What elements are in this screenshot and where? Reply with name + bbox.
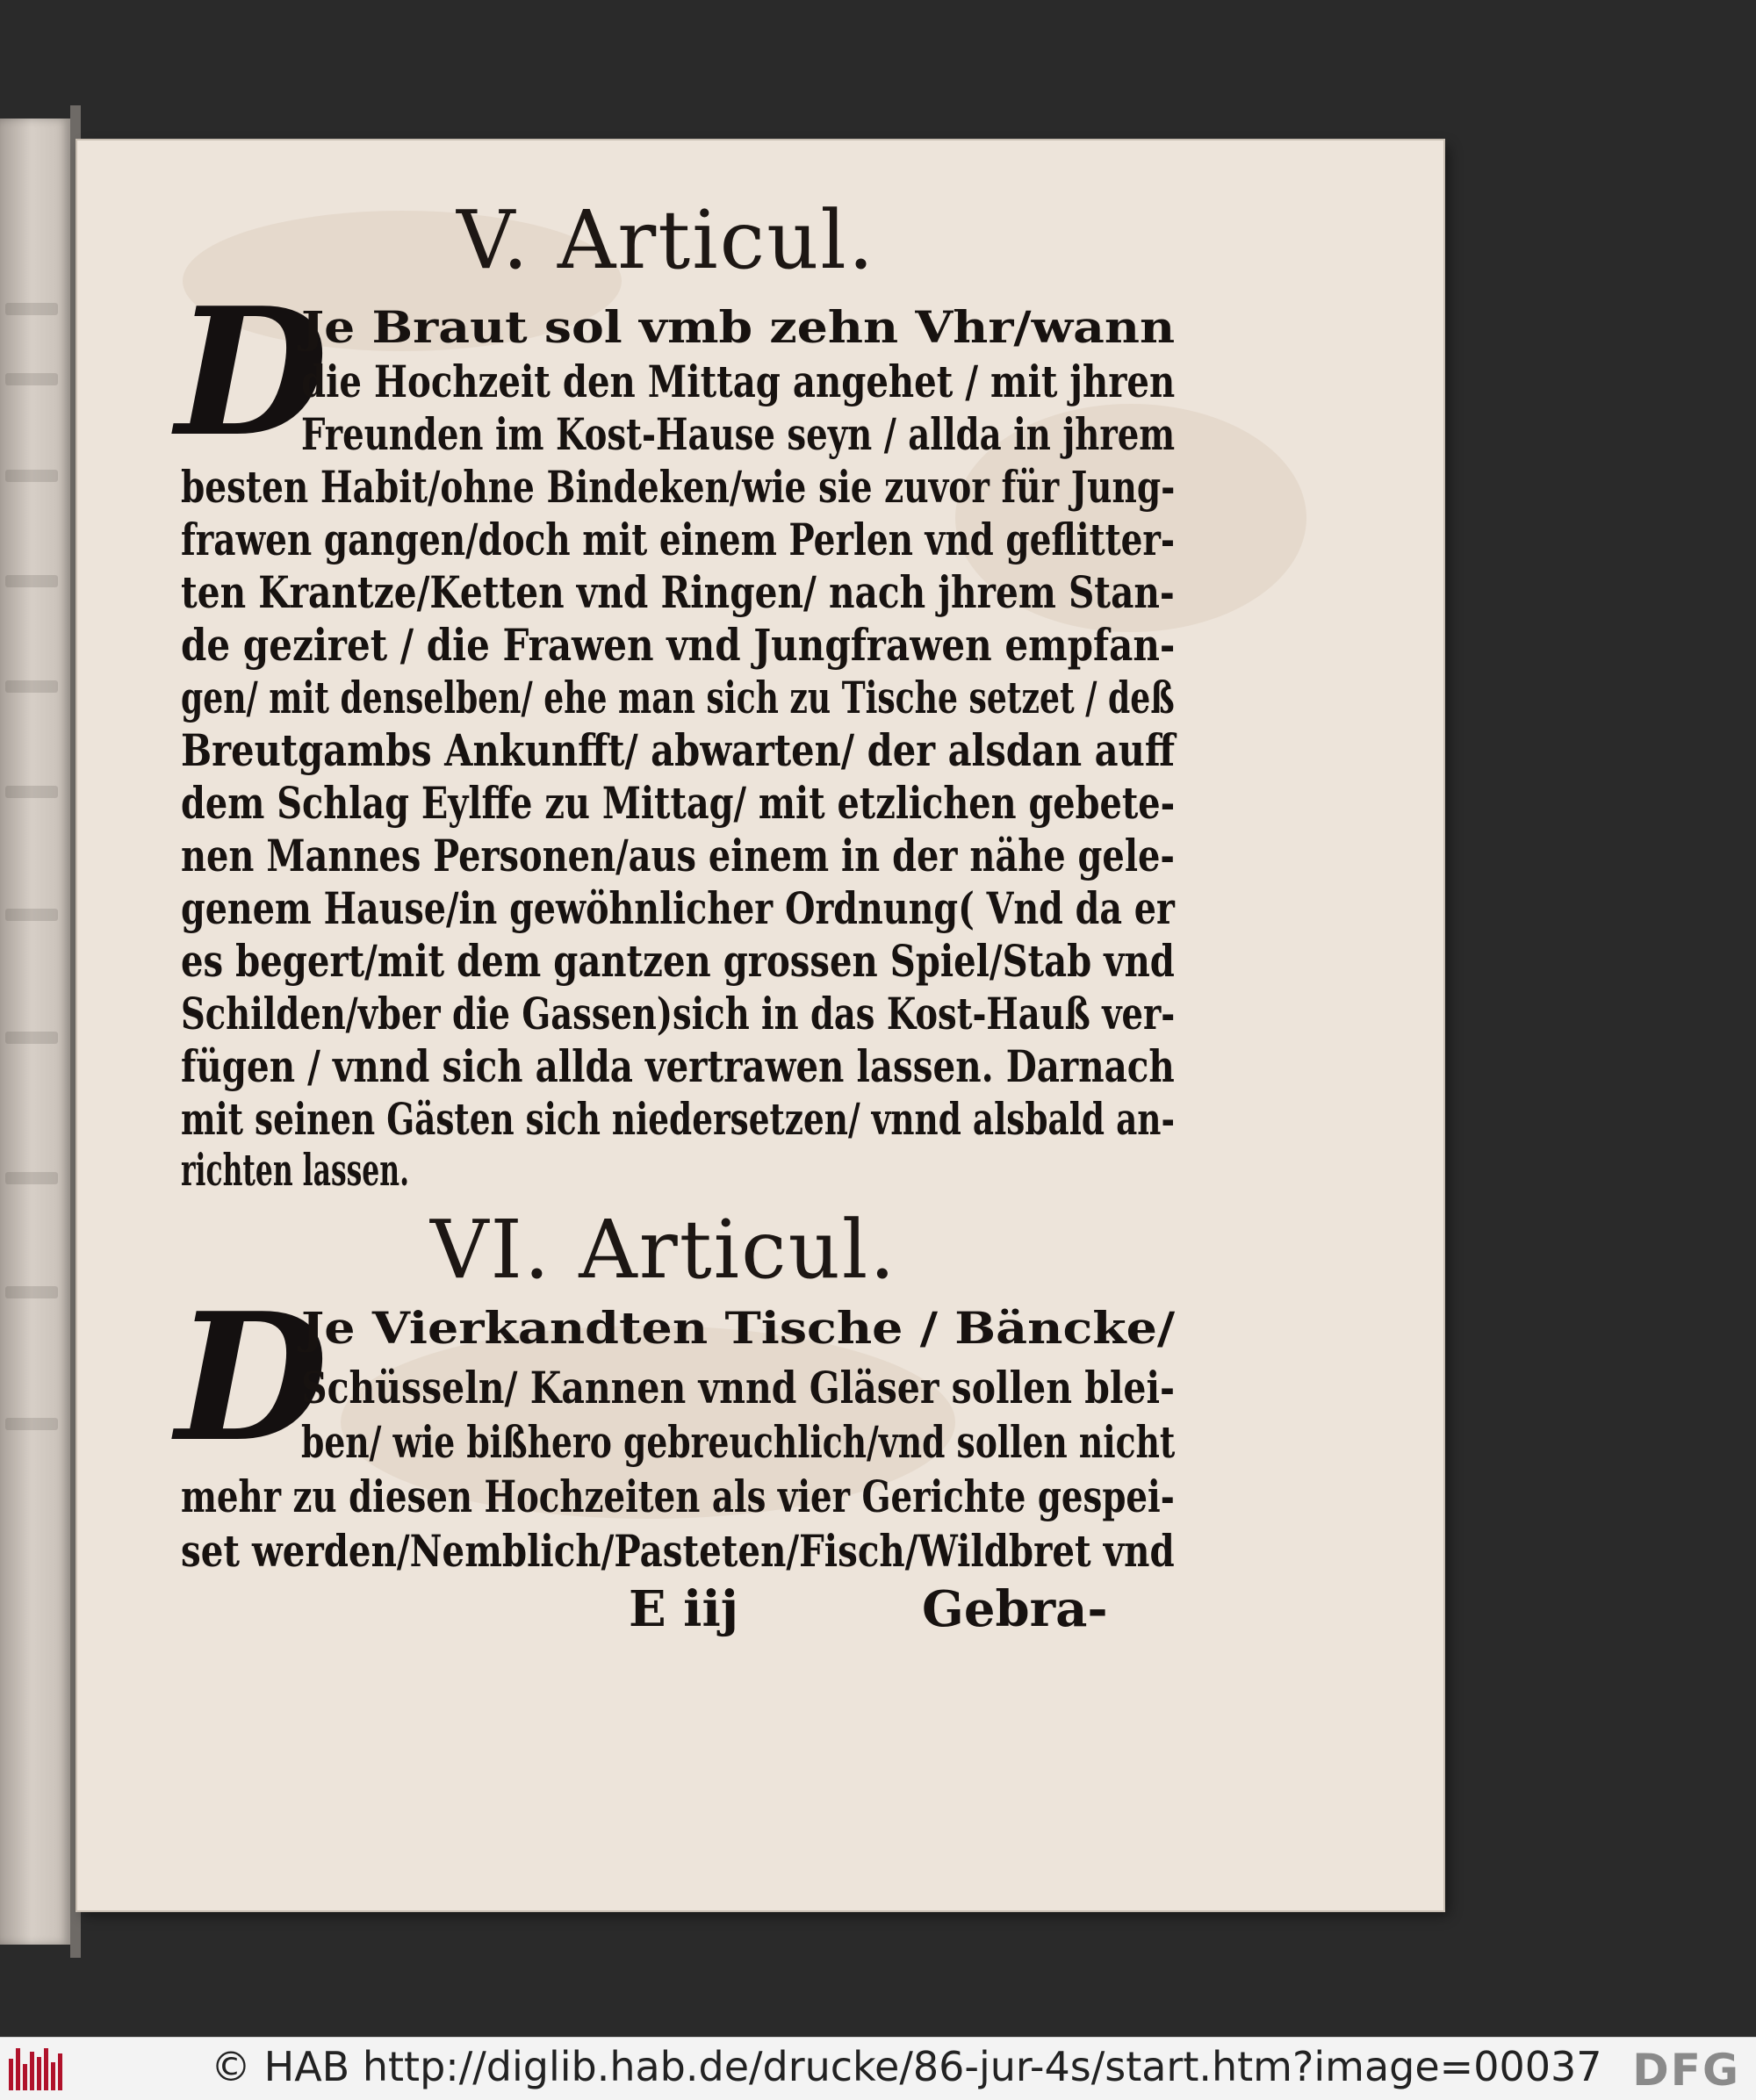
book-page xyxy=(77,140,1443,1910)
text-line: de geziret / die Frawen vnd Jungfrawen empfan- xyxy=(181,619,1176,671)
text-line: es begert/mit dem gantzen grossen Spiel/Stab vnd xyxy=(181,935,1175,987)
text-line: ten Krantze/Ketten vnd Ringen/ nach jhrem Stan- xyxy=(181,566,1175,618)
text-line: dem Schlag Eylffe zu Mittag/ mit etzlichen gebete- xyxy=(181,777,1176,829)
text-line: Schüsseln/ Kannen vnnd Gläser sollen blei- xyxy=(301,1362,1176,1413)
section-vi-heading: VI. Articul. xyxy=(430,1203,897,1297)
hab-logo-icon xyxy=(9,2048,70,2090)
catchword: Gebra- xyxy=(922,1580,1108,1638)
text-line: Freunden im Kost-Hause seyn / allda in jhrem xyxy=(301,408,1176,460)
footer-bar xyxy=(0,2037,1756,2100)
dfg-logo: DFG xyxy=(1632,2045,1740,2096)
text-line: mit seinen Gästen sich niedersetzen/ vnnd alsbald an- xyxy=(181,1093,1175,1145)
page-signature: E iij xyxy=(629,1580,738,1638)
text-line: fügen / vnnd sich allda vertrawen lassen. Darnach xyxy=(181,1040,1175,1092)
text-line: set werden/Nemblich/Pasteten/Fisch/Wildbret vnd xyxy=(181,1525,1175,1577)
text-line: nen Mannes Personen/aus einem in der nähe gele- xyxy=(181,830,1175,881)
text-line: frawen gangen/doch mit einem Perlen vnd geflitter- xyxy=(181,514,1176,565)
text-line: genem Hause/in gewöhnlicher Ordnung( Vnd da er xyxy=(181,882,1175,934)
section-vi-initial: D xyxy=(176,1275,328,1481)
text-line: Breutgambs Ankunfft/ abwarten/ der alsdan auff xyxy=(181,724,1175,776)
text-line: mehr zu diesen Hochzeiten als vier Gerichte gespei- xyxy=(181,1471,1175,1522)
text-line: Je Vierkandten Tische / Bäncke/ xyxy=(301,1302,1176,1354)
text-line: ben/ wie bißhero gebreuchlich/vnd sollen nicht xyxy=(301,1416,1176,1468)
text-line: Schilden/vber die Gassen)sich in das Kost-Hauß ver- xyxy=(181,988,1176,1039)
text-line: die Hochzeit den Mittag angehet / mit jhren xyxy=(301,356,1176,407)
text-line: gen/ mit denselben/ ehe man sich zu Tische setzet / deß xyxy=(181,672,1175,723)
footer-copyright-link[interactable]: © HAB http://diglib.hab.de/drucke/86-jur-4s/start.htm?image=00037 xyxy=(211,2043,1602,2090)
text-line: richten lassen. xyxy=(181,1144,410,1196)
text-line: besten Habit/ohne Bindeken/wie sie zuvor für Jung- xyxy=(181,461,1176,513)
section-v-initial: D xyxy=(176,270,328,476)
section-v-heading: V. Articul. xyxy=(457,193,876,287)
previous-page-edge xyxy=(0,119,70,1945)
text-line: Je Braut sol vmb zehn Vhr/wann xyxy=(301,301,1176,353)
